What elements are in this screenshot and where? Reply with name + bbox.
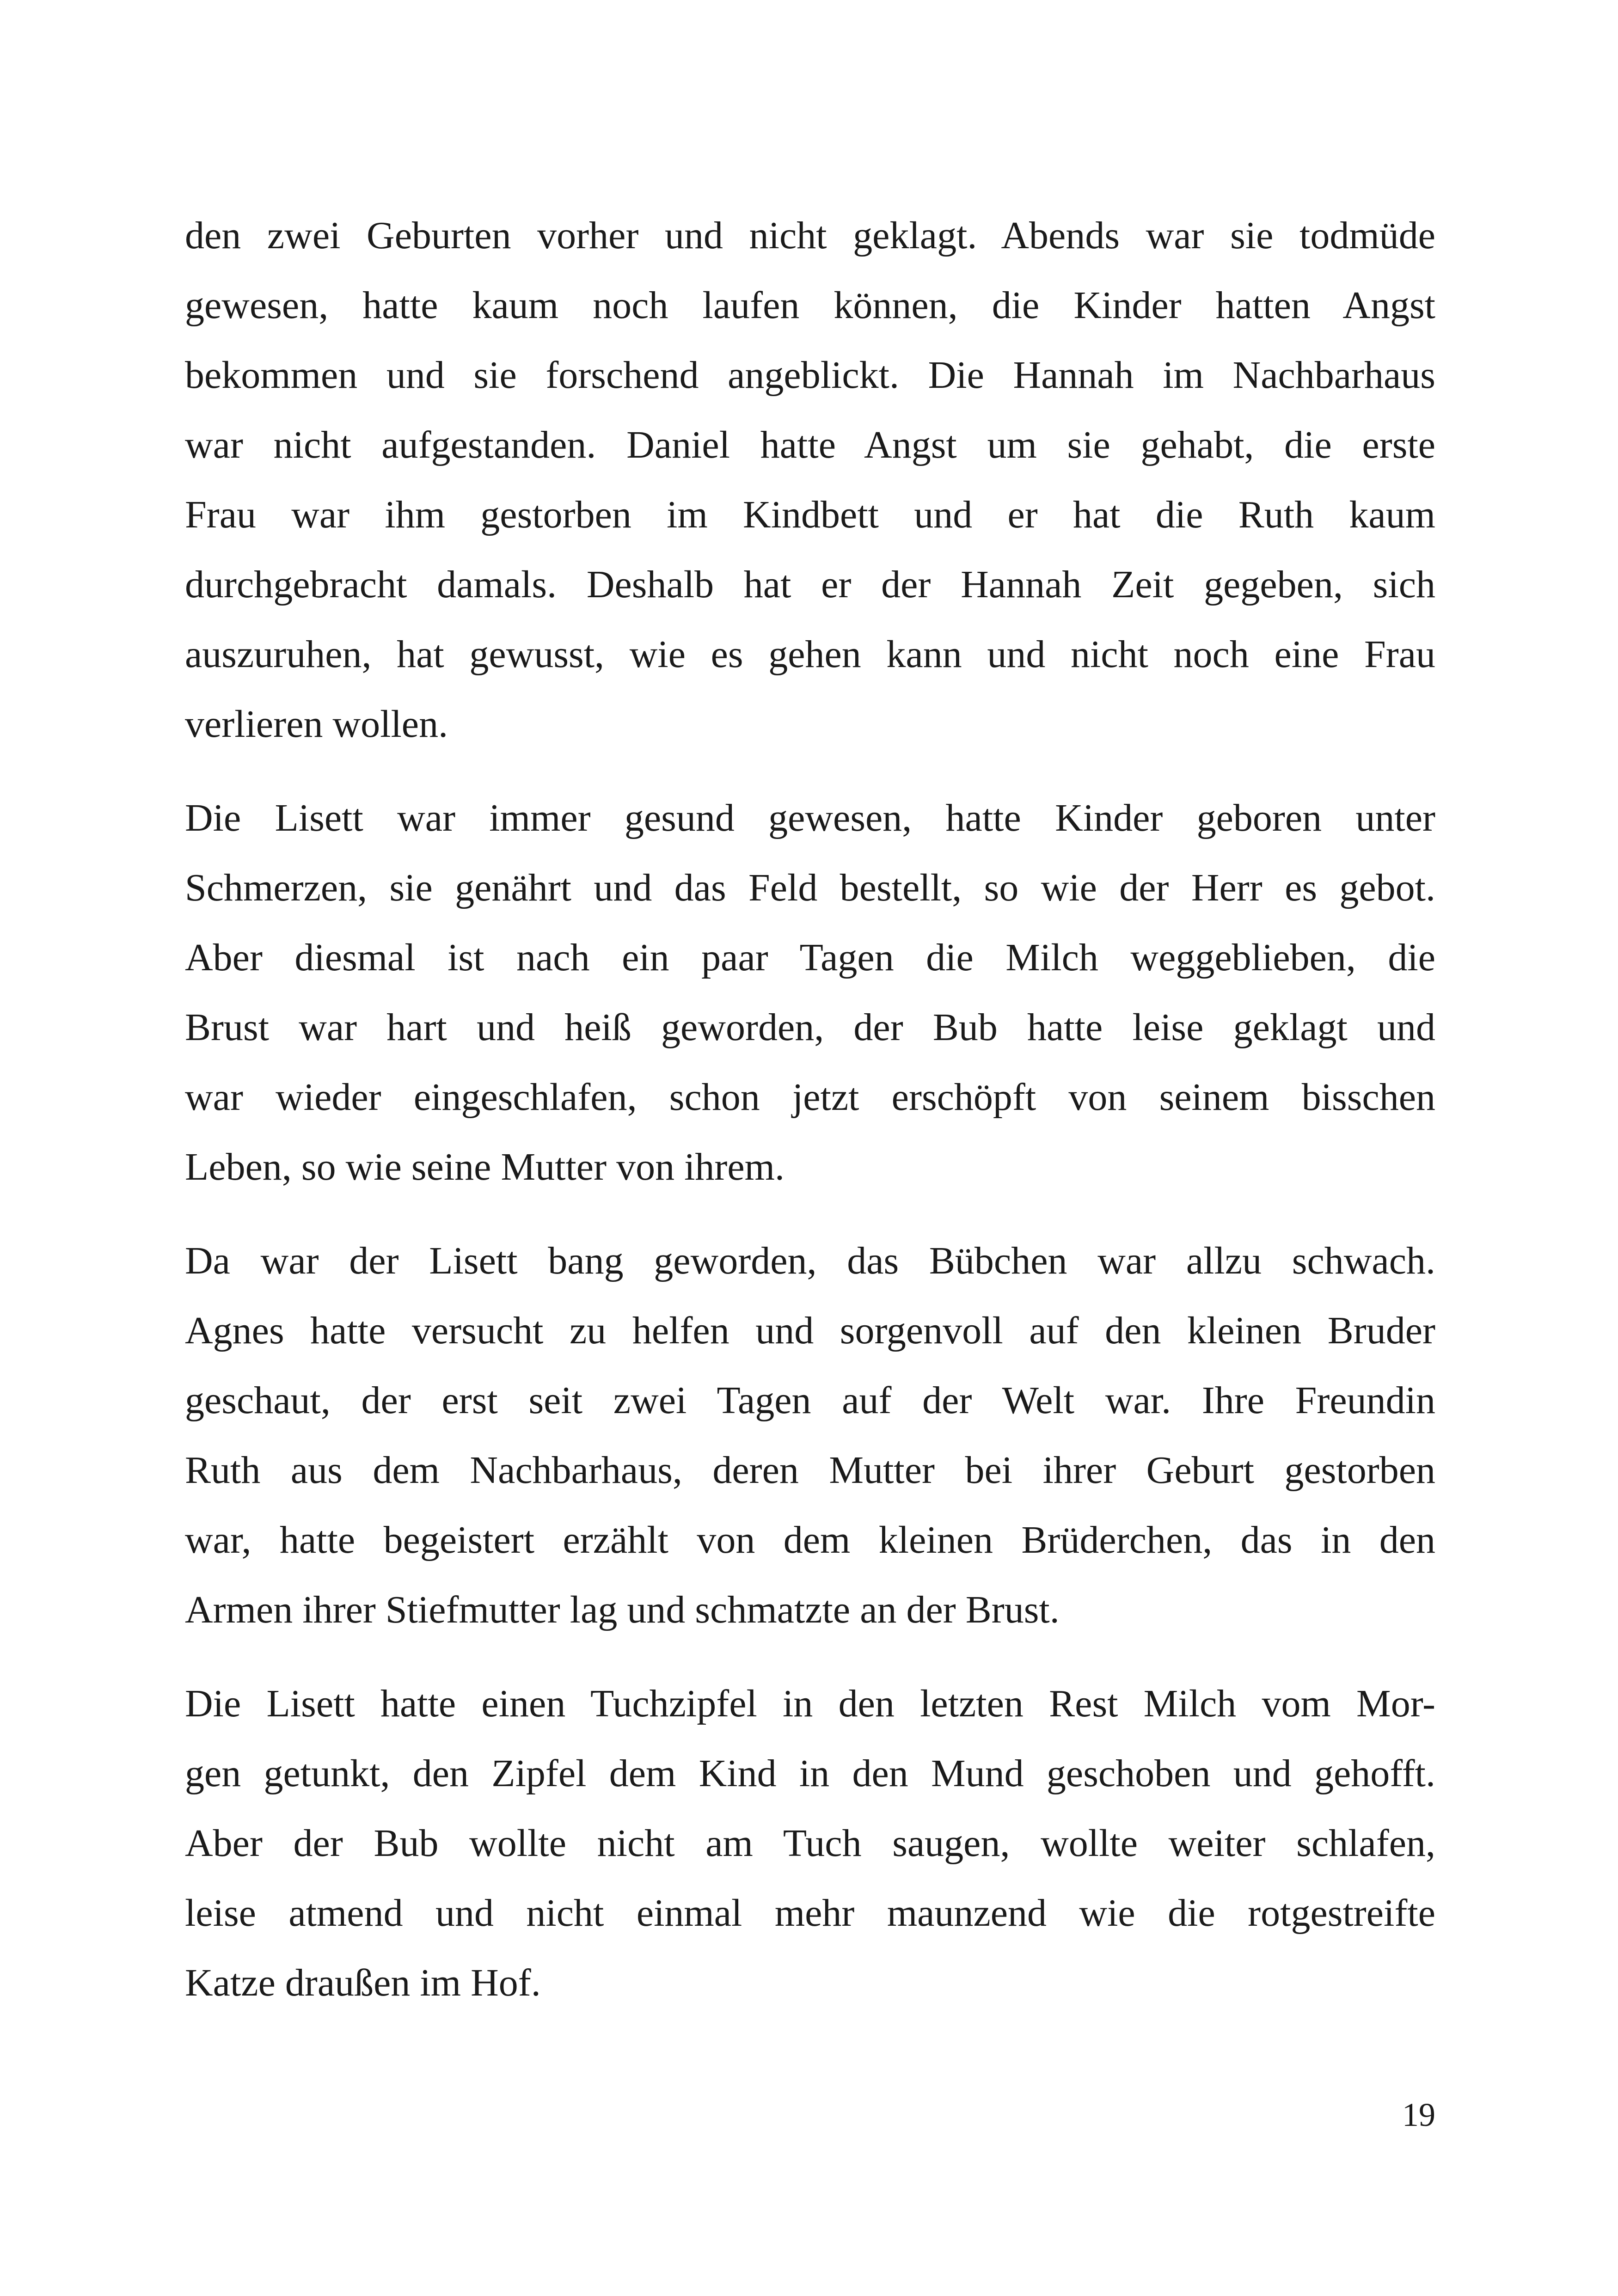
paragraph-1 <box>185 201 1435 759</box>
text-line: geschaut, der erst seit zwei Tagen auf der Welt war. Ihre Freundin <box>185 1379 1435 1422</box>
page-number: 19 <box>1402 2096 1435 2133</box>
text-line: den zwei Geburten vorher und nicht geklagt. Abends war sie todmüde <box>185 214 1435 257</box>
text-line: Leben, so wie seine Mutter von ihrem. <box>185 1145 784 1188</box>
text-line: Schmerzen, sie genährt und das Feld bestellt, so wie der Herr es gebot. <box>185 866 1435 909</box>
text-line: gewesen, hatte kaum noch laufen können, die Kinder hatten Angst <box>185 284 1435 327</box>
text-line: bekommen und sie forschend angeblickt. Die Hannah im Nachbarhaus <box>185 354 1435 397</box>
text-line: Frau war ihm gestorben im Kindbett und er hat die Ruth kaum <box>185 493 1435 536</box>
text-line: Agnes hatte versucht zu helfen und sorgenvoll auf den kleinen Bruder <box>185 1309 1435 1352</box>
text-line: auszuruhen, hat gewusst, wie es gehen kann und nicht noch eine Frau <box>185 633 1435 676</box>
text-line: Die Lisett hatte einen Tuchzipfel in den letzten Rest Milch vom Mor- <box>185 1682 1435 1725</box>
text-line: Aber diesmal ist nach ein paar Tagen die Milch weggeblieben, die <box>185 936 1435 979</box>
text-line: Ruth aus dem Nachbarhaus, deren Mutter bei ihrer Geburt gestorben <box>185 1449 1435 1492</box>
paragraph-4 <box>185 1669 1435 2018</box>
text-line: Die Lisett war immer gesund gewesen, hatte Kinder geboren unter <box>185 796 1435 839</box>
paragraph-2 <box>185 783 1435 1202</box>
text-line: Aber der Bub wollte nicht am Tuch saugen, wollte weiter schlafen, <box>185 1822 1435 1865</box>
text-line: Armen ihrer Stiefmutter lag und schmatzte an der Brust. <box>185 1588 1060 1631</box>
body-text <box>185 201 1435 2042</box>
text-line: leise atmend und nicht einmal mehr maunzend wie die rotgestreifte <box>185 1892 1435 1935</box>
text-line: war, hatte begeistert erzählt von dem kleinen Brüderchen, das in den <box>185 1518 1435 1561</box>
text-line: durchgebracht damals. Deshalb hat er der Hannah Zeit gegeben, sich <box>185 563 1435 606</box>
text-line: Brust war hart und heiß geworden, der Bub hatte leise geklagt und <box>185 1006 1435 1049</box>
text-line: gen getunkt, den Zipfel dem Kind in den Mund geschoben und gehofft. <box>185 1752 1435 1795</box>
text-line: war wieder eingeschlafen, schon jetzt erschöpft von seinem bisschen <box>185 1076 1435 1119</box>
text-line: Katze draußen im Hof. <box>185 1961 541 2004</box>
paragraph-3 <box>185 1226 1435 1645</box>
text-line: war nicht aufgestanden. Daniel hatte Angst um sie gehabt, die erste <box>185 423 1435 466</box>
text-line: verlieren wollen. <box>185 703 448 746</box>
text-line: Da war der Lisett bang geworden, das Bübchen war allzu schwach. <box>185 1239 1435 1282</box>
